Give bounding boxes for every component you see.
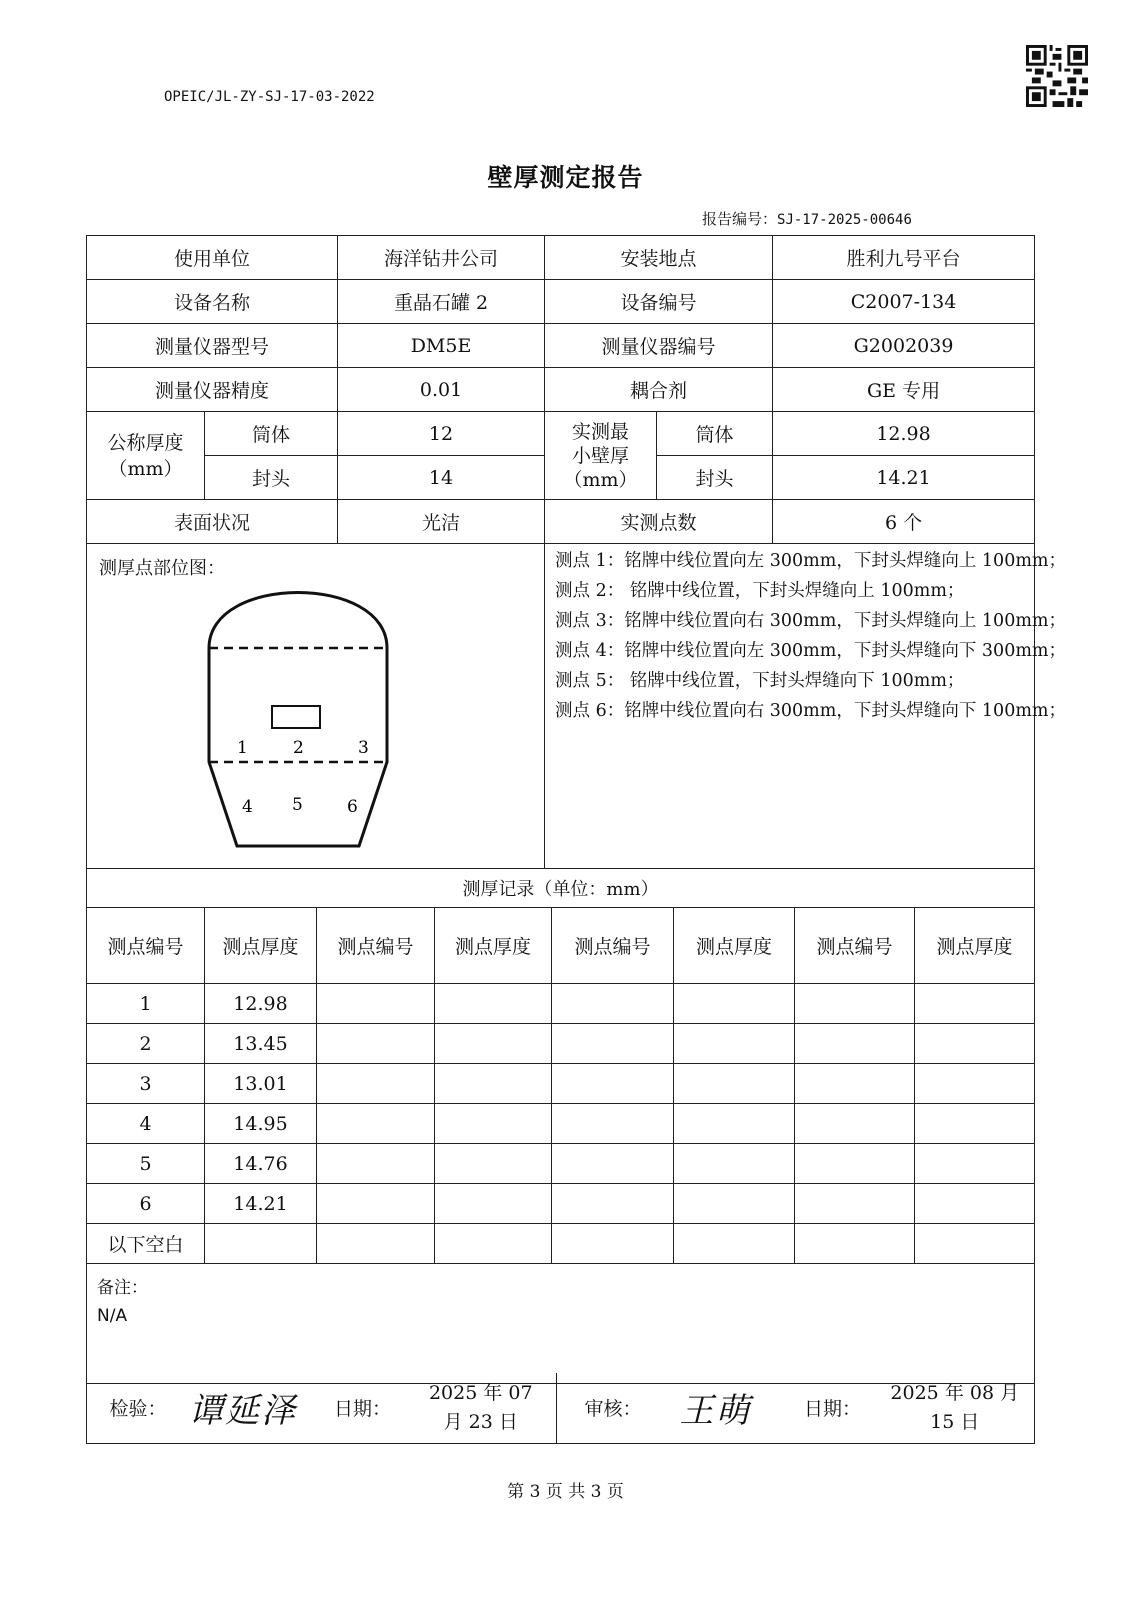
couplant-label: 耦合剂 [545, 368, 773, 412]
document-code: OPEIC/JL-ZY-SJ-17-03-2022 [164, 89, 375, 105]
marker-6: 6 [347, 797, 358, 817]
min-head-label: 封头 [657, 456, 773, 500]
min-shell-label: 筒体 [657, 412, 773, 456]
report-number-value: SJ-17-2025-00646 [777, 212, 912, 228]
install-location-label: 安装地点 [545, 236, 773, 280]
equipment-no-value: C2007-134 [773, 280, 1035, 324]
signoff-table [86, 1373, 1035, 1444]
point-no: 以下空白 [87, 1224, 205, 1264]
table-row [87, 1064, 1035, 1104]
point-description: 测点 6：铭牌中线位置向右 300mm，下封头焊缝向下 100mm； [555, 701, 1067, 721]
table-row [87, 1104, 1035, 1144]
col-header-no: 测点编号 [795, 908, 915, 984]
col-header-thickness: 测点厚度 [435, 908, 552, 984]
point-no: 4 [87, 1104, 205, 1144]
nominal-thickness-label: 公称厚度 （mm） [87, 412, 205, 500]
point-descriptions [545, 544, 1067, 869]
remarks-label: 备注： [97, 1278, 148, 1298]
marker-3: 3 [358, 738, 369, 758]
equipment-name-label: 设备名称 [87, 280, 338, 324]
point-thickness: 13.01 [205, 1064, 317, 1104]
table-row [87, 1224, 1035, 1264]
inspector-signature: 谭延泽 [167, 1373, 320, 1443]
col-header-no: 测点编号 [552, 908, 674, 984]
point-count-value: 6 个 [773, 500, 1035, 544]
marker-1: 1 [237, 738, 248, 758]
surface-value: 光洁 [338, 500, 545, 544]
nominal-shell-value: 12 [338, 412, 545, 456]
qr-code [1026, 45, 1088, 107]
inspect-date-label: 日期： [320, 1373, 406, 1443]
table-row [87, 984, 1035, 1024]
precision-value: 0.01 [338, 368, 545, 412]
thickness-record-table [86, 868, 1035, 1384]
review-label: 审核： [557, 1373, 642, 1443]
min-head-value: 14.21 [773, 456, 1035, 500]
col-header-thickness: 测点厚度 [205, 908, 317, 984]
point-no: 6 [87, 1184, 205, 1224]
reviewer-signature: 王萌 [642, 1373, 790, 1443]
point-description: 测点 3：铭牌中线位置向右 300mm，下封头焊缝向上 100mm； [555, 611, 1067, 631]
marker-2: 2 [293, 738, 304, 758]
report-title: 壁厚测定报告 [487, 163, 644, 192]
instrument-model-value: DM5E [338, 324, 545, 368]
diagram-cell [87, 544, 545, 869]
min-thickness-label: 实测最 小壁厚 （mm） [545, 412, 657, 500]
point-no: 5 [87, 1144, 205, 1184]
col-header-no: 测点编号 [317, 908, 435, 984]
nominal-head-value: 14 [338, 456, 545, 500]
table-row [87, 1184, 1035, 1224]
point-description: 测点 4：铭牌中线位置向左 300mm，下封头焊缝向下 300mm； [555, 641, 1067, 661]
nameplate-rect [272, 706, 320, 728]
point-no: 1 [87, 984, 205, 1024]
equipment-info-table [86, 235, 1067, 869]
point-thickness: 14.21 [205, 1184, 317, 1224]
equipment-name-value: 重晶石罐 2 [338, 280, 545, 324]
col-header-no: 测点编号 [87, 908, 205, 984]
inspect-label: 检验： [87, 1373, 167, 1443]
point-description: 测点 2： 铭牌中线位置，下封头焊缝向上 100mm； [555, 581, 965, 601]
nominal-shell-label: 筒体 [205, 412, 338, 456]
min-shell-value: 12.98 [773, 412, 1035, 456]
user-unit-label: 使用单位 [87, 236, 338, 280]
point-thickness: 12.98 [205, 984, 317, 1024]
marker-4: 4 [242, 797, 253, 817]
point-thickness: 14.95 [205, 1104, 317, 1144]
point-thickness: 14.76 [205, 1144, 317, 1184]
equipment-no-label: 设备编号 [545, 280, 773, 324]
review-date-label: 日期： [790, 1373, 876, 1443]
table-row [87, 1024, 1035, 1064]
couplant-value: GE 专用 [773, 368, 1035, 412]
point-description: 测点 5： 铭牌中线位置，下封头焊缝向下 100mm； [555, 671, 965, 691]
report-number-label: 报告编号： [702, 210, 778, 228]
remarks-cell [87, 1264, 1035, 1384]
point-description: 测点 1：铭牌中线位置向左 300mm，下封头焊缝向上 100mm； [555, 551, 1067, 571]
surface-label: 表面状况 [87, 500, 338, 544]
precision-label: 测量仪器精度 [87, 368, 338, 412]
point-no: 3 [87, 1064, 205, 1104]
records-title: 测厚记录（单位：mm） [87, 869, 1035, 908]
instrument-no-value: G2002039 [773, 324, 1035, 368]
point-thickness: 13.45 [205, 1024, 317, 1064]
page-footer: 第 3 页 共 3 页 [507, 1482, 624, 1502]
col-header-thickness: 测点厚度 [915, 908, 1035, 984]
install-location-value: 胜利九号平台 [773, 236, 1035, 280]
instrument-no-label: 测量仪器编号 [545, 324, 773, 368]
nominal-head-label: 封头 [205, 456, 338, 500]
table-row [87, 1144, 1035, 1184]
tank-diagram [87, 544, 527, 869]
point-no: 2 [87, 1024, 205, 1064]
remarks-value: N/A [97, 1306, 128, 1326]
review-date: 2025 年 08 月 15 日 [876, 1373, 1035, 1443]
report-number [702, 208, 912, 229]
point-count-label: 实测点数 [545, 500, 773, 544]
marker-5: 5 [292, 795, 303, 815]
diagram-label: 测厚点部位图： [99, 558, 225, 579]
instrument-model-label: 测量仪器型号 [87, 324, 338, 368]
point-thickness [205, 1224, 317, 1264]
col-header-thickness: 测点厚度 [674, 908, 795, 984]
inspect-date: 2025 年 07 月 23 日 [406, 1373, 557, 1443]
user-unit-value: 海洋钻井公司 [338, 236, 545, 280]
